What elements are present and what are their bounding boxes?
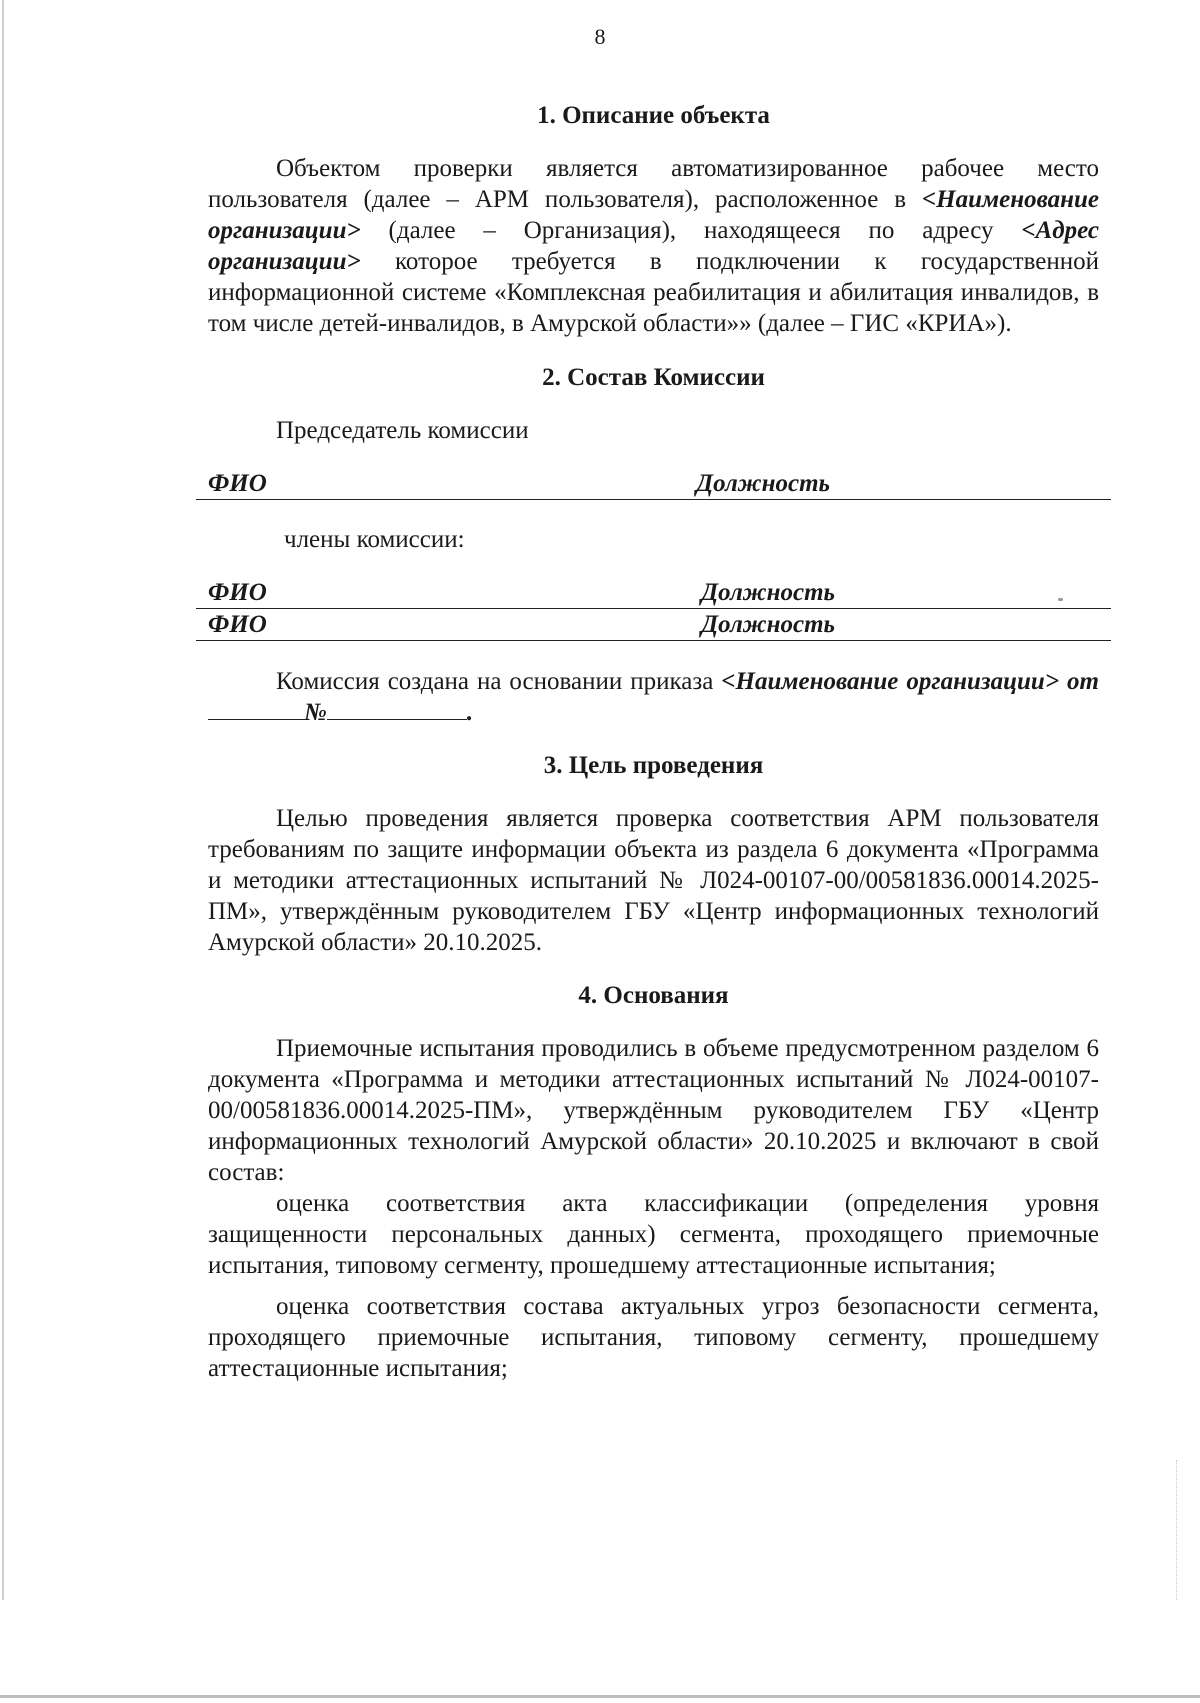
member-signature-row-1	[196, 577, 1111, 609]
chair-signature-row	[196, 468, 1111, 500]
basis-org-placeholder: <Наименование организации> от	[721, 668, 1099, 695]
document-body	[208, 100, 1099, 1384]
section-3-title: 3. Цель проведения	[543, 752, 764, 779]
member-signature-row-2	[196, 609, 1111, 641]
member-1-position: Должность	[701, 579, 835, 606]
members-label: члены комиссии:	[284, 526, 465, 553]
chair-position: Должность	[696, 470, 830, 497]
section-1-text-a: Объектом проверки является автоматизированное рабочее место пользователя (далее – АРМ пользователя), расположенное в	[208, 155, 1099, 213]
order-date-blank	[208, 697, 304, 720]
member-2-fio: ФИО	[208, 611, 267, 638]
commission-basis-paragraph	[208, 666, 1099, 728]
chair-fio: ФИО	[208, 470, 267, 497]
org-name-placeholder: <Наименование организации>	[208, 186, 1099, 244]
member-2-position: Должность	[701, 611, 835, 638]
scan-edge-bottom	[0, 1695, 1200, 1698]
section-4-item-1: оценка соответствия акта классификации (определения уровня защищенности персональных данных) сегмента, проходящего приемочные испытания, типовому сегменту, прошедшему аттестационные испытания;	[208, 1190, 1099, 1279]
order-number-blank	[327, 697, 467, 720]
order-number-sign: №	[304, 699, 327, 726]
section-1-text-b: (далее – Организация), находящееся по адресу	[360, 217, 1022, 244]
member-1-fio: ФИО	[208, 579, 267, 606]
page-number: 8	[594, 24, 606, 49]
basis-end: .	[466, 699, 474, 726]
section-3-paragraph: Целью проведения является проверка соответствия АРМ пользователя требованиям по защите информации объекта из раздела 6 документа «Программа и методики аттестационных испытаний № Л024-00107-00/00581836.00014.2025-ПМ», утверждённым руководителем ГБУ «Центр информационных технологий Амурской области» 20.10.2025.	[208, 805, 1099, 956]
section-2-title: 2. Состав Комиссии	[542, 364, 765, 391]
org-address-placeholder: <Адрес организации>	[208, 217, 1099, 275]
chair-label: Председатель комиссии	[276, 417, 529, 444]
section-1-text-c: которое требуется в подключении к государственной информационной системе «Комплексная реабилитация и абилитация инвалидов, в том числе детей-инвалидов, в Амурской области»» (далее – ГИС «КРИА»).	[208, 248, 1099, 337]
scan-edge-left	[2, 0, 4, 1600]
basis-text: Комиссия создана на основании приказа	[276, 668, 722, 695]
scan-edge-right	[1176, 1460, 1178, 1600]
section-4-paragraph: Приемочные испытания проводились в объеме предусмотренном разделом 6 документа «Программа и методики аттестационных испытаний № Л024-00107-00/00581836.00014.2025-ПМ», утверждённым руководителем ГБУ «Центр информационных технологий Амурской области» 20.10.2025 и включают в свой состав:	[208, 1035, 1099, 1186]
section-4-title: 4. Основания	[578, 982, 729, 1009]
section-1-paragraph	[208, 153, 1099, 339]
section-1-title: 1. Описание объекта	[537, 102, 770, 129]
section-4-item-2: оценка соответствия состава актуальных угроз безопасности сегмента, проходящего приемочные испытания, типовому сегменту, прошедшему аттестационные испытания;	[208, 1293, 1099, 1382]
